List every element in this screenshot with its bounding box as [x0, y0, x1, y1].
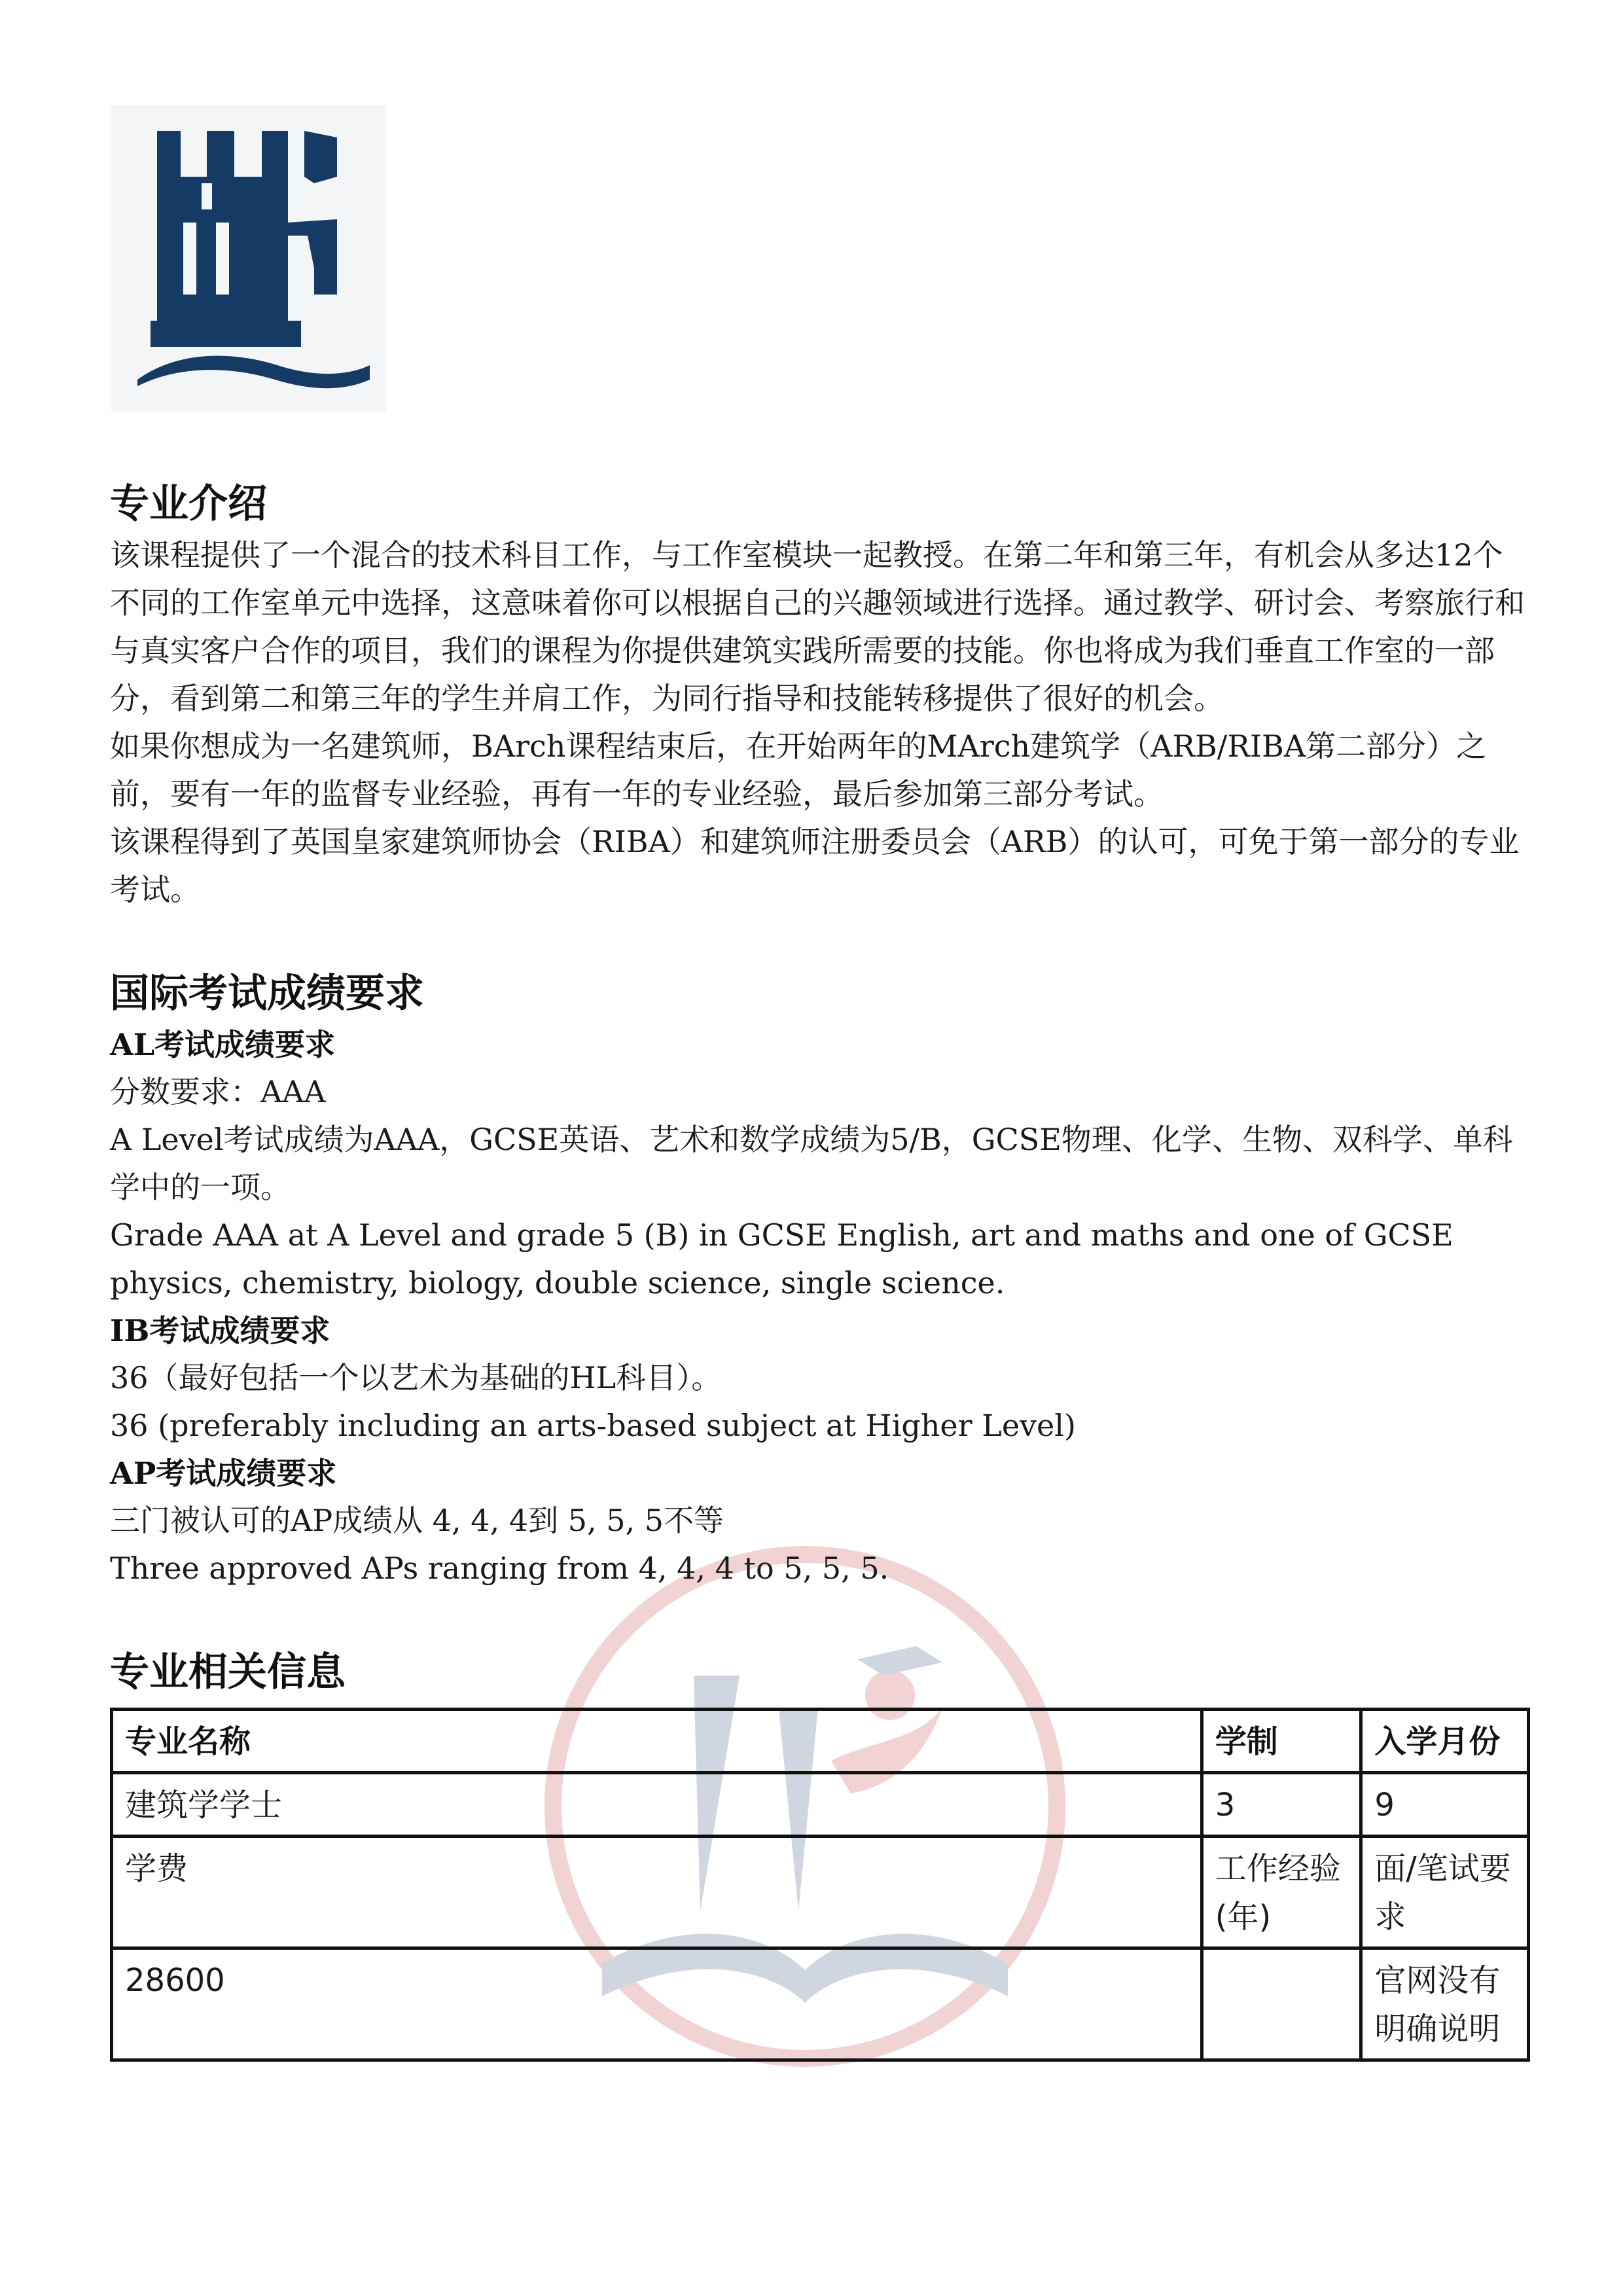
exam-section [110, 966, 1530, 1592]
section-spacer [110, 914, 1530, 966]
info-section [110, 1645, 1530, 2062]
table-row [112, 1837, 1529, 1948]
ib-requirement-en: 36 (preferably including an arts-based subject at Higher Level) [110, 1408, 1076, 1443]
intro-paragraph-3: 该课程得到了英国皇家建筑师协会（RIBA）和建筑师注册委员会（ARB）的认可，可免于第一部分的专业考试。 [110, 824, 1520, 907]
exam-heading: 国际考试成绩要求 [110, 971, 424, 1016]
table-header-cell: 入学月份 [1361, 1710, 1529, 1773]
intro-section [110, 476, 1530, 914]
section-spacer [110, 1592, 1530, 1645]
al-heading: AL考试成绩要求 [110, 1027, 336, 1062]
al-requirement-en: Grade AAA at A Level and grade 5 (B) in GCSE English, art and maths and one of GCSE physics, chemistry, biology, double science, single science. [110, 1217, 1454, 1300]
al-requirement-cn: A Level考试成绩为AAA，GCSE英语、艺术和数学成绩为5/B，GCSE物理、化学、生物、双科学、单科学中的一项。 [110, 1122, 1513, 1205]
info-heading: 专业相关信息 [110, 1649, 346, 1695]
intro-heading: 专业介绍 [110, 481, 267, 527]
table-cell: 9 [1361, 1773, 1529, 1837]
table-header-cell: 专业名称 [112, 1710, 1202, 1773]
table-cell: 官网没有明确说明 [1361, 1948, 1529, 2060]
program-info-table [110, 1708, 1530, 2062]
table-cell: 28600 [112, 1948, 1202, 2060]
table-header-cell: 学制 [1202, 1710, 1361, 1773]
content-column [110, 458, 1530, 2062]
table-row [112, 1773, 1529, 1837]
intro-paragraph-2: 如果你想成为一名建筑师，BArch课程结束后，在开始两年的MArch建筑学（ARB/RIBA第二部分）之前，要有一年的监督专业经验，再有一年的专业经验，最后参加第三部分考试。 [110, 728, 1487, 812]
university-logo-icon [111, 105, 386, 412]
ib-requirement-cn: 36（最好包括一个以艺术为基础的HL科目）。 [110, 1360, 722, 1395]
table-cell: 3 [1202, 1773, 1361, 1837]
ib-heading: IB考试成绩要求 [110, 1313, 330, 1348]
table-cell: 建筑学学士 [112, 1773, 1202, 1837]
intro-paragraph-1: 该课程提供了一个混合的技术科目工作，与工作室模块一起教授。在第二年和第三年，有机会从多达12个不同的工作室单元中选择，这意味着你可以根据自己的兴趣领域进行选择。通过教学、研讨会、考察旅行和与真实客户合作的项目，我们的课程为你提供建筑实践所需要的技能。你也将成为我们垂直工作室的一部分，看到第二和第三年的学生并肩工作，为同行指导和技能转移提供了很好的机会。 [110, 537, 1525, 716]
table-cell: 面/笔试要求 [1361, 1837, 1529, 1948]
table-cell [1202, 1948, 1361, 2060]
table-cell: 工作经验(年) [1202, 1837, 1361, 1948]
al-score: 分数要求：AAA [110, 1074, 326, 1109]
ap-heading: AP考试成绩要求 [110, 1456, 337, 1491]
table-row [112, 1948, 1529, 2060]
ap-requirement-en: Three approved APs ranging from 4, 4, 4 to 5, 5, 5. [110, 1551, 889, 1586]
ap-requirement-cn: 三门被认可的AP成绩从 4, 4, 4到 5, 5, 5不等 [110, 1503, 724, 1538]
table-row [112, 1710, 1529, 1773]
table-cell: 学费 [112, 1837, 1202, 1948]
